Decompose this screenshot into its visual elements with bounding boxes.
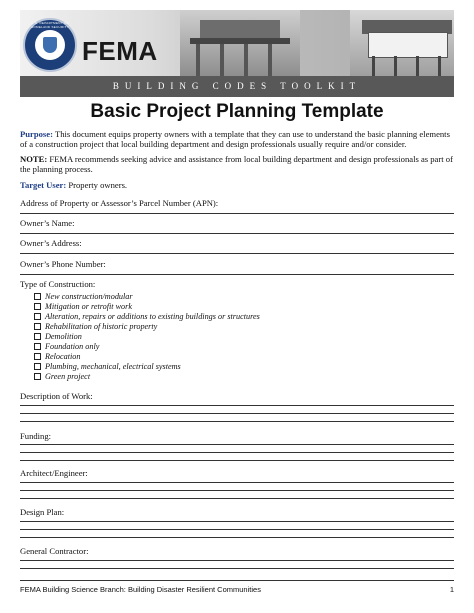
description-line-3[interactable] [20, 421, 454, 422]
footer-divider [20, 580, 454, 581]
construction-type-label: Type of Construction: [20, 279, 96, 289]
dhs-seal-icon [23, 18, 77, 72]
purpose-label: Purpose: [20, 129, 53, 139]
target-user-label: Target User: [20, 180, 67, 190]
header-banner [20, 10, 454, 97]
design-plan-line-1[interactable] [20, 521, 454, 522]
owner-phone-label: Owner’s Phone Number: [20, 259, 106, 269]
toolkit-banner-label: BUILDING CODES TOOLKIT [20, 76, 454, 97]
funding-line-3[interactable] [20, 460, 454, 461]
purpose-paragraph [20, 129, 454, 149]
option-alteration[interactable]: Alteration, repairs or additions to existing buildings or structures [34, 312, 260, 322]
checkbox-icon[interactable] [34, 333, 41, 340]
design-plan-line-2[interactable] [20, 529, 454, 530]
owner-name-label: Owner’s Name: [20, 218, 75, 228]
architect-label: Architect/Engineer: [20, 468, 88, 478]
target-user-text: Property owners. [66, 180, 128, 190]
description-line-1[interactable] [20, 405, 454, 406]
checkbox-icon[interactable] [34, 293, 41, 300]
architect-line-3[interactable] [20, 498, 454, 499]
footer-text: FEMA Building Science Branch: Building Disaster Resilient Communities [20, 585, 261, 594]
option-green-project[interactable]: Green project [34, 372, 260, 382]
architect-line-1[interactable] [20, 482, 454, 483]
checkbox-icon[interactable] [34, 343, 41, 350]
contractor-line-2[interactable] [20, 568, 454, 569]
checkbox-icon[interactable] [34, 363, 41, 370]
apn-label: Address of Property or Assessor’s Parcel Number (APN): [20, 198, 219, 208]
option-foundation[interactable]: Foundation only [34, 342, 260, 352]
option-mitigation[interactable]: Mitigation or retrofit work [34, 302, 260, 312]
checkbox-icon[interactable] [34, 313, 41, 320]
owner-address-line[interactable] [20, 253, 454, 254]
design-plan-label: Design Plan: [20, 507, 65, 517]
target-user-paragraph [20, 180, 454, 190]
option-rehabilitation[interactable]: Rehabilitation of historic property [34, 322, 260, 332]
contractor-line-1[interactable] [20, 560, 454, 561]
option-demolition[interactable]: Demolition [34, 332, 260, 342]
note-text: FEMA recommends seeking advice and assistance from local building department and design professionals as part of the planning process. [20, 154, 453, 174]
owner-name-line[interactable] [20, 233, 454, 234]
page-title: Basic Project Planning Template [90, 101, 384, 122]
description-label: Description of Work: [20, 391, 93, 401]
purpose-text: This document equips property owners with a template that they can use to understand the basic planning elements of a construction project that local building department and design professionals usually require and/or consider. [20, 129, 450, 149]
elevated-house-photo [350, 10, 454, 76]
option-new-construction[interactable]: New construction/modular [34, 292, 260, 302]
funding-line-1[interactable] [20, 444, 454, 445]
funding-label: Funding: [20, 431, 52, 441]
option-plumbing[interactable]: Plumbing, mechanical, electrical systems [34, 362, 260, 372]
checkbox-icon[interactable] [34, 353, 41, 360]
checkbox-icon[interactable] [34, 323, 41, 330]
seal-text: U.S. DEPARTMENT OF HOMELAND SECURITY [30, 21, 70, 29]
description-line-2[interactable] [20, 413, 454, 414]
owner-phone-line[interactable] [20, 274, 454, 275]
owner-address-label: Owner’s Address: [20, 238, 82, 248]
fema-logo: FEMA [82, 36, 158, 66]
checkbox-icon[interactable] [34, 303, 41, 310]
note-label: NOTE: [20, 154, 48, 164]
design-plan-line-3[interactable] [20, 537, 454, 538]
architect-line-2[interactable] [20, 490, 454, 491]
contractor-label: General Contractor: [20, 546, 89, 556]
page-number: 1 [449, 585, 454, 594]
option-relocation[interactable]: Relocation [34, 352, 260, 362]
pier-photo [180, 10, 300, 76]
apn-line[interactable] [20, 213, 454, 214]
construction-type-checklist [34, 292, 260, 382]
checkbox-icon[interactable] [34, 373, 41, 380]
funding-line-2[interactable] [20, 452, 454, 453]
note-paragraph [20, 154, 454, 174]
